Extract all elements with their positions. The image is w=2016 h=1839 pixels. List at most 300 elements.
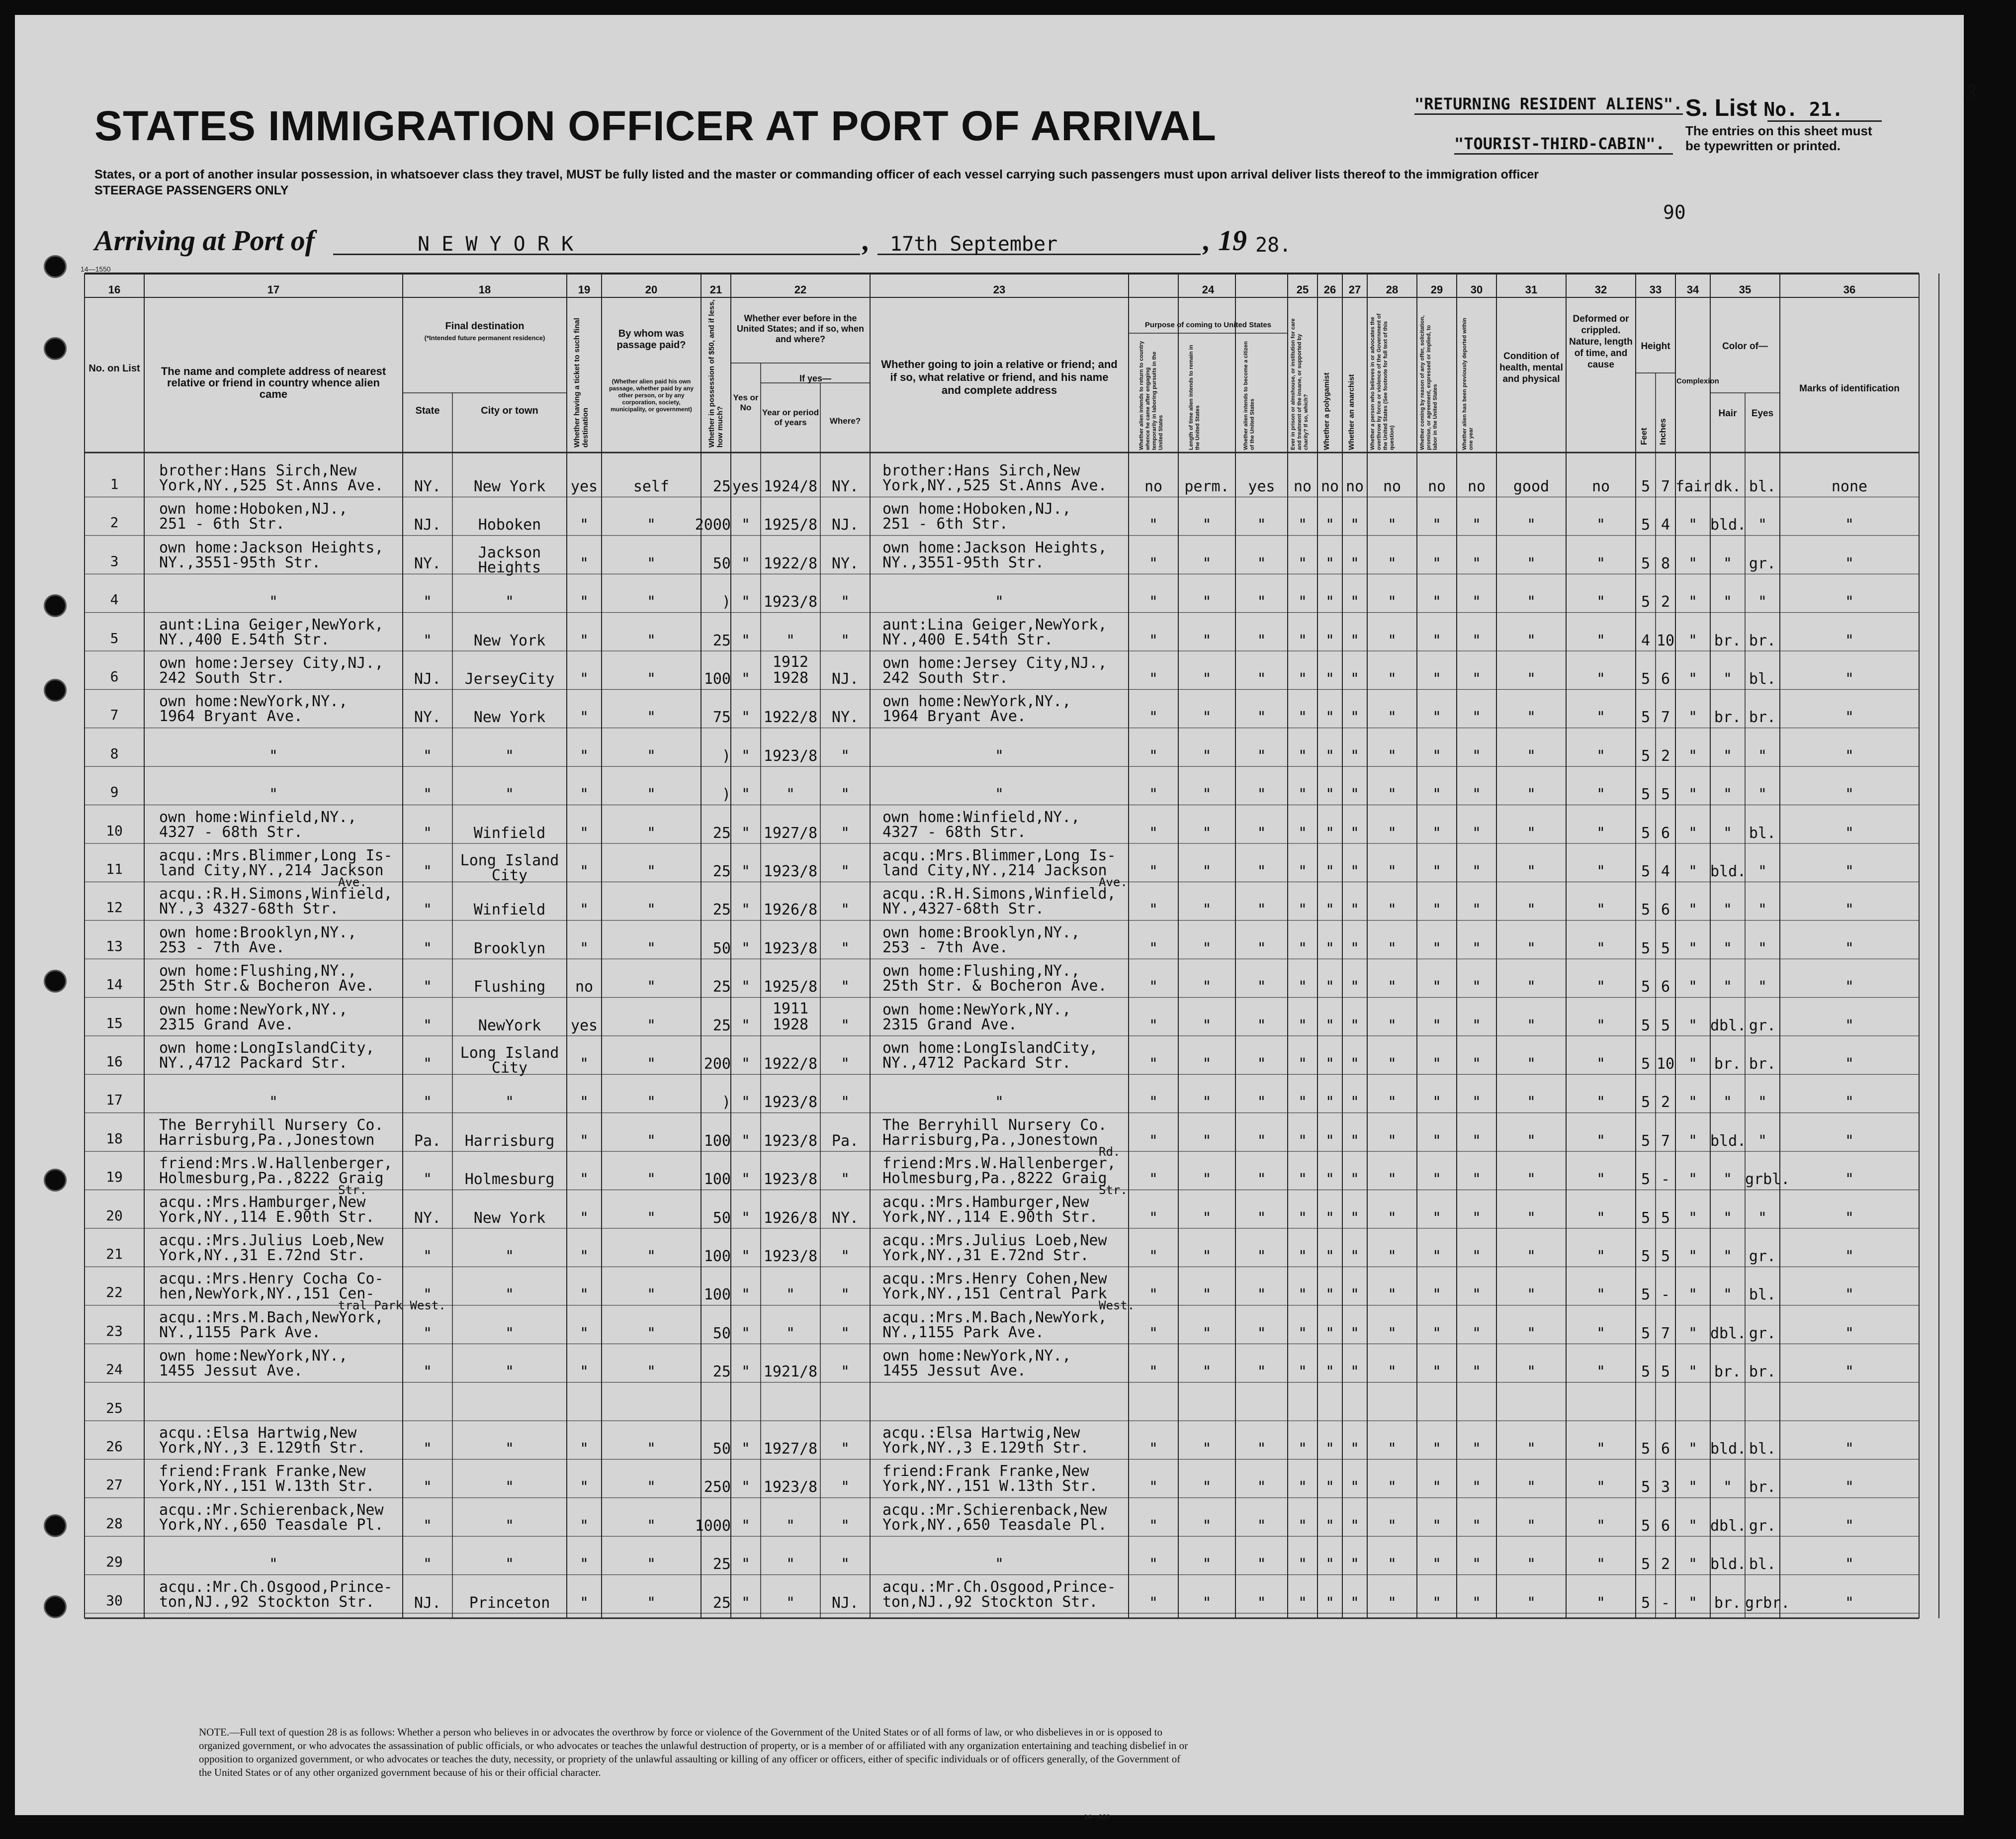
complexion: " (1688, 1478, 1698, 1496)
deformed: " (1596, 516, 1606, 534)
money: 25 (712, 901, 731, 919)
complexion: " (1688, 1016, 1698, 1034)
overthrow: " (1387, 1209, 1397, 1227)
health: " (1526, 978, 1536, 996)
anarchist: " (1350, 786, 1360, 804)
prison: " (1298, 1556, 1308, 1573)
deformed: " (1596, 978, 1606, 996)
marks-identification: " (1844, 632, 1854, 649)
overthrow: " (1387, 1016, 1397, 1034)
dest-state: " (423, 786, 433, 804)
ticket: " (579, 593, 589, 611)
row-number: 18 (106, 1130, 123, 1147)
height-feet: 5 (1641, 554, 1651, 572)
punch-hole (44, 337, 67, 360)
labor-offer: " (1432, 1055, 1442, 1073)
passage-paid: " (646, 747, 656, 765)
row-number: 28 (106, 1515, 123, 1532)
money: 50 (712, 1440, 731, 1458)
join-relative-line: acqu.:Mrs.Blimmer,Long Is- (882, 847, 1116, 864)
row-number: 27 (106, 1476, 123, 1493)
health: " (1526, 1440, 1536, 1458)
passage-paid: " (646, 939, 656, 957)
height-feet: 5 (1641, 516, 1651, 534)
deformed: " (1596, 1016, 1606, 1034)
where-in-us: " (840, 1248, 850, 1265)
dest-state: " (423, 1556, 433, 1573)
dest-state: " (423, 901, 433, 919)
labor-offer: " (1432, 1478, 1442, 1496)
join-relative: " (994, 1094, 1004, 1111)
complexion: " (1688, 824, 1698, 842)
purpose-return: " (1148, 593, 1158, 611)
header-if-yes: If yes— (799, 373, 832, 383)
labor-offer: " (1432, 978, 1442, 996)
money: 25 (712, 1016, 731, 1034)
height-inches: 6 (1661, 1517, 1670, 1535)
height-feet: 5 (1641, 1286, 1651, 1304)
eye-color: grbl. (1745, 1171, 1790, 1189)
join-relative-line: The Berryhill Nursery Co. (882, 1116, 1107, 1134)
purpose-length: " (1202, 1248, 1212, 1265)
relative-address-line: friend:Mrs.W.Hallenberger, (159, 1155, 393, 1173)
row-number: 12 (106, 899, 123, 916)
labor-offer: " (1432, 1556, 1442, 1573)
deported: " (1472, 901, 1482, 919)
hair-color: br. (1714, 1363, 1742, 1381)
deformed: " (1596, 1556, 1606, 1573)
dest-state: NJ. (414, 1594, 441, 1612)
join-relative-line: acqu.:Mr.Schierenback,New (882, 1501, 1107, 1519)
row-number: 14 (106, 976, 123, 993)
height-feet: 5 (1641, 863, 1651, 880)
form-number-bottom: 14—920 (1084, 1813, 1110, 1821)
purpose-citizen: " (1257, 516, 1266, 534)
overthrow: " (1387, 939, 1397, 957)
height-feet: 5 (1641, 709, 1651, 727)
ticket: " (579, 554, 589, 572)
ticket: " (579, 1324, 589, 1342)
before-in-us: " (741, 1440, 751, 1458)
row-number: 16 (106, 1053, 123, 1070)
anarchist: " (1350, 554, 1360, 572)
relative-address-line: acqu.:Mr.Schierenback,New (159, 1501, 384, 1519)
relative-address-line: own home:Hoboken,NJ., (159, 500, 348, 518)
anarchist: " (1350, 1517, 1360, 1535)
purpose-return: " (1148, 1440, 1158, 1458)
before-in-us: " (741, 1055, 751, 1073)
before-in-us: " (741, 863, 751, 880)
purpose-return: " (1148, 1171, 1158, 1189)
health: " (1526, 593, 1536, 611)
arriving-label: Arriving at Port of (94, 224, 315, 257)
punch-hole (44, 255, 67, 278)
health: " (1526, 1517, 1536, 1535)
relative-address-line: NY.,1155 Park Ave. (159, 1323, 321, 1341)
deported: " (1472, 1594, 1482, 1612)
hair-color: " (1723, 593, 1733, 611)
marks-identification: " (1844, 1016, 1854, 1034)
deported: " (1472, 632, 1482, 649)
polygamist: " (1325, 632, 1335, 649)
where-in-us: " (840, 1324, 850, 1342)
height-inches: 7 (1661, 1132, 1670, 1150)
join-relative-line: Rd. (1099, 1144, 1121, 1159)
purpose-citizen: " (1257, 1016, 1266, 1034)
before-in-us: " (741, 1324, 751, 1342)
before-in-us: " (741, 1248, 751, 1265)
height-inches: 4 (1661, 516, 1670, 534)
where-in-us: " (840, 901, 850, 919)
ticket: " (579, 1209, 589, 1227)
anarchist: " (1350, 1440, 1360, 1458)
where-in-us: " (840, 593, 850, 611)
column-number: 35 (1739, 283, 1752, 296)
hair-color: " (1723, 554, 1733, 572)
labor-offer: " (1432, 786, 1442, 804)
health: " (1526, 824, 1536, 842)
relative-address-line: hen,NewYork,NY.,151 Cen- (159, 1285, 375, 1303)
column-number: 20 (645, 283, 658, 296)
dest-city: Long Island (460, 1044, 559, 1062)
polygamist: " (1325, 939, 1335, 957)
passage-paid: " (646, 1055, 656, 1073)
money: 100 (703, 1132, 731, 1150)
page-number: 3 (1966, 80, 1976, 102)
height-feet: 5 (1641, 1363, 1651, 1381)
anarchist: " (1350, 901, 1360, 919)
marks-identification: " (1844, 1440, 1854, 1458)
hair-color: " (1723, 1248, 1733, 1265)
marks-identification: " (1844, 747, 1854, 765)
height-feet: 5 (1641, 1517, 1651, 1535)
before-in-us: " (741, 901, 751, 919)
join-relative-line: ton,NJ.,92 Stockton Str. (882, 1593, 1098, 1611)
height-inches: 5 (1661, 1248, 1670, 1265)
purpose-length: " (1202, 824, 1212, 842)
marks-identification: none (1831, 478, 1868, 495)
header-deported: Whether alien has been previously deported within one year (1462, 318, 1474, 450)
overthrow: " (1387, 516, 1397, 534)
before-in-us: yes (732, 478, 760, 495)
before-in-us: " (741, 1556, 751, 1573)
passage-paid: " (646, 554, 656, 572)
labor-offer: " (1432, 1209, 1442, 1227)
dest-state: " (423, 1248, 433, 1265)
purpose-citizen: " (1257, 1286, 1266, 1304)
marks-identification: " (1844, 516, 1854, 534)
marks-identification: " (1844, 901, 1854, 919)
prison: " (1298, 554, 1308, 572)
anarchist: " (1350, 978, 1360, 996)
anarchist: " (1350, 1055, 1360, 1073)
dest-city: " (505, 1094, 515, 1111)
where-in-us: " (840, 1363, 850, 1381)
relative-address-line: 1964 Bryant Ave. (159, 708, 303, 726)
dest-city: Jackson (478, 544, 541, 561)
overthrow: " (1387, 593, 1397, 611)
deformed: " (1596, 824, 1606, 842)
year-prefix: 19 (1218, 224, 1247, 257)
relative-address: " (268, 747, 278, 765)
relative-address-line: friend:Frank Franke,New (159, 1463, 366, 1480)
dest-city: New York (473, 632, 546, 649)
purpose-return: " (1148, 1324, 1158, 1342)
complexion: " (1688, 1132, 1698, 1150)
dest-city: " (505, 1286, 515, 1304)
polygamist: no (1320, 478, 1339, 495)
passage-paid: " (646, 1171, 656, 1189)
prison: " (1298, 824, 1308, 842)
purpose-return: " (1148, 554, 1158, 572)
join-relative-line: own home:Jersey City,NJ., (882, 654, 1107, 672)
anarchist: " (1350, 1016, 1360, 1034)
deformed: " (1596, 1055, 1606, 1073)
overthrow: " (1387, 824, 1397, 842)
labor-offer: " (1432, 863, 1442, 880)
marks-identification: " (1844, 1248, 1854, 1265)
money: 50 (712, 1324, 731, 1342)
row-number: 15 (106, 1014, 123, 1031)
column-number: 34 (1686, 283, 1699, 296)
row-number: 26 (106, 1438, 123, 1455)
purpose-length: " (1202, 939, 1212, 957)
dest-state: " (423, 1440, 433, 1458)
purpose-return: " (1148, 1094, 1158, 1111)
eye-color: " (1757, 786, 1767, 804)
dest-state: " (423, 863, 433, 880)
relative-address-line: Harrisburg,Pa.,Jonestown (159, 1131, 375, 1149)
row-number: 6 (110, 668, 119, 685)
where-in-us: " (840, 863, 850, 880)
row-number: 17 (106, 1092, 123, 1108)
join-relative-line: 4327 - 68th Str. (882, 823, 1026, 841)
eye-color: br. (1749, 632, 1776, 649)
height-inches: 6 (1661, 1440, 1670, 1458)
deported: " (1472, 1094, 1482, 1111)
join-relative-line: NY.,1155 Park Ave. (882, 1323, 1045, 1341)
join-relative-line: own home:NewYork,NY., (882, 693, 1071, 711)
deported: " (1472, 1517, 1482, 1535)
prison: " (1298, 1016, 1308, 1034)
stamp-underline (1454, 153, 1673, 155)
marks-identification: " (1844, 1556, 1854, 1573)
period-years: 1927/8 (763, 1440, 818, 1458)
complexion: " (1688, 709, 1698, 727)
before-in-us: " (741, 978, 751, 996)
money: 200 (703, 1055, 731, 1073)
purpose-length: " (1202, 1324, 1212, 1342)
deformed: " (1596, 554, 1606, 572)
dest-city: NewYork (478, 1016, 541, 1034)
period-years: 1911 (772, 1000, 809, 1017)
deformed: " (1596, 593, 1606, 611)
purpose-citizen: " (1257, 901, 1266, 919)
health: " (1526, 1055, 1536, 1073)
purpose-return: " (1148, 1363, 1158, 1381)
overthrow: no (1383, 478, 1402, 495)
dest-city: Heights (478, 558, 541, 576)
ticket: yes (570, 1016, 598, 1034)
row-number: 21 (106, 1246, 123, 1262)
join-relative-line: acqu.:Mrs.M.Bach,NewYork, (882, 1308, 1107, 1326)
height-inches: 10 (1656, 1055, 1675, 1073)
labor-offer: " (1432, 516, 1442, 534)
height-feet: 5 (1641, 1248, 1651, 1265)
passage-paid: " (646, 1478, 656, 1496)
money: 25 (712, 863, 731, 880)
health: " (1526, 747, 1536, 765)
eye-color: " (1757, 863, 1767, 880)
header-overthrow: Whether a person who believes in or advocates the overthrow by force or violence of the Government of the United States (See footnote for full text of this question) (1370, 313, 1395, 450)
eye-color: bl. (1749, 1440, 1776, 1458)
relative-address-line: own home:Jersey City,NJ., (159, 654, 384, 672)
where-in-us: " (840, 939, 850, 957)
money: 50 (712, 1209, 731, 1227)
deformed: no (1591, 478, 1610, 495)
where-in-us: " (840, 747, 850, 765)
column-number: 28 (1386, 283, 1399, 296)
header-relative-address: The name and complete address of nearest relative or friend in country whence alien came (161, 365, 386, 400)
marks-identification: " (1844, 554, 1854, 572)
deported: " (1472, 747, 1482, 765)
purpose-return: " (1148, 1132, 1158, 1150)
before-in-us: " (741, 1517, 751, 1535)
dest-city: " (505, 747, 515, 765)
where-in-us: " (840, 1440, 850, 1458)
overthrow: " (1387, 1478, 1397, 1496)
polygamist: " (1325, 554, 1335, 572)
anarchist: " (1350, 593, 1360, 611)
column-number: 19 (578, 283, 591, 296)
before-in-us: " (741, 554, 751, 572)
dest-state: " (423, 1478, 433, 1496)
polygamist: " (1325, 1132, 1335, 1150)
passage-paid: " (646, 863, 656, 880)
join-relative-line: aunt:Lina Geiger,NewYork, (882, 616, 1107, 634)
header-purpose-citizen: Whether alien intends to become a citizen of the United States (1243, 341, 1255, 450)
height-inches: 6 (1661, 670, 1670, 688)
polygamist: " (1325, 824, 1335, 842)
hair-color: bld. (1710, 1440, 1747, 1458)
column-number: 30 (1470, 283, 1483, 296)
purpose-return: " (1148, 863, 1158, 880)
purpose-length: " (1202, 786, 1212, 804)
ticket: " (579, 1171, 589, 1189)
eye-color: gr. (1749, 554, 1776, 572)
deformed: " (1596, 1363, 1606, 1381)
purpose-return: " (1148, 1517, 1158, 1535)
prison: " (1298, 1363, 1308, 1381)
hair-color: bld. (1710, 516, 1747, 534)
where-in-us: NY. (831, 1209, 859, 1227)
period-years: " (786, 1594, 795, 1612)
dest-city: " (505, 1440, 515, 1458)
prison: " (1298, 1094, 1308, 1111)
purpose-citizen: " (1257, 593, 1266, 611)
prison: " (1298, 1055, 1308, 1073)
dest-city: City (491, 867, 528, 884)
deformed: " (1596, 901, 1606, 919)
join-relative-line: brother:Hans Sirch,New (882, 462, 1080, 479)
money: 50 (712, 554, 731, 572)
purpose-return: no (1144, 478, 1163, 495)
purpose-return: " (1148, 1055, 1158, 1073)
health: " (1526, 786, 1536, 804)
complexion: " (1688, 978, 1698, 996)
ticket: " (579, 516, 589, 534)
dest-state: " (423, 632, 433, 649)
anarchist: " (1350, 1324, 1360, 1342)
deported: no (1467, 478, 1486, 495)
health: good (1513, 478, 1550, 495)
port-value: N E W Y O R K (418, 233, 574, 256)
join-relative: " (994, 593, 1004, 611)
period-years: 1926/8 (763, 1209, 818, 1227)
join-relative: " (994, 786, 1004, 804)
height-feet: 5 (1641, 1594, 1651, 1612)
relative-address-line: acqu.:Mr.Ch.Osgood,Prince- (159, 1578, 393, 1596)
money: 100 (703, 1286, 731, 1304)
labor-offer: " (1432, 632, 1442, 649)
deported: " (1472, 554, 1482, 572)
complexion: " (1688, 593, 1698, 611)
complexion: " (1688, 1209, 1698, 1227)
relative-address-line: acqu.:Mrs.Blimmer,Long Is- (159, 847, 393, 864)
column-number: 36 (1843, 283, 1856, 296)
labor-offer: " (1432, 1517, 1442, 1535)
health: " (1526, 554, 1536, 572)
eye-color: bl. (1749, 1286, 1776, 1304)
prison: " (1298, 1440, 1308, 1458)
relative-address-line: NY.,3 4327-68th Str. (159, 900, 339, 918)
health: " (1526, 1209, 1536, 1227)
relative-address-line: aunt:Lina Geiger,NewYork, (159, 616, 384, 634)
money: 25 (712, 478, 731, 495)
overthrow: " (1387, 1363, 1397, 1381)
period-years: 1927/8 (763, 824, 818, 842)
ticket: " (579, 1440, 589, 1458)
complexion: " (1688, 1363, 1698, 1381)
dest-state: " (423, 939, 433, 957)
health: " (1526, 901, 1536, 919)
deported: " (1472, 593, 1482, 611)
health: " (1526, 1363, 1536, 1381)
deformed: " (1596, 1440, 1606, 1458)
anarchist: " (1350, 632, 1360, 649)
header-yes-no: Yes or No (733, 393, 759, 412)
ticket: " (579, 1478, 589, 1496)
header-before-in-us: Whether ever before in the United States; and if so, when and where? (736, 313, 865, 344)
join-relative-line: own home:Brooklyn,NY., (882, 923, 1080, 941)
dest-city: Princeton (469, 1594, 550, 1612)
marks-identification: " (1844, 1055, 1854, 1073)
ticket: " (579, 863, 589, 880)
labor-offer: " (1432, 709, 1442, 727)
where-in-us: NJ. (831, 516, 859, 534)
join-relative-line: 1964 Bryant Ave. (882, 708, 1026, 726)
hair-color: " (1723, 1094, 1733, 1111)
header-city: City or town (481, 405, 538, 416)
height-feet: 5 (1641, 824, 1651, 842)
anarchist: " (1350, 1209, 1360, 1227)
period-years: " (786, 1556, 795, 1573)
period-years: 1923/8 (763, 593, 818, 611)
column-number: 31 (1525, 283, 1538, 296)
passage-paid: " (646, 1132, 656, 1150)
relative-address-line: acqu.:Elsa Hartwig,New (159, 1424, 357, 1442)
period-years: 1924/8 (763, 478, 818, 495)
